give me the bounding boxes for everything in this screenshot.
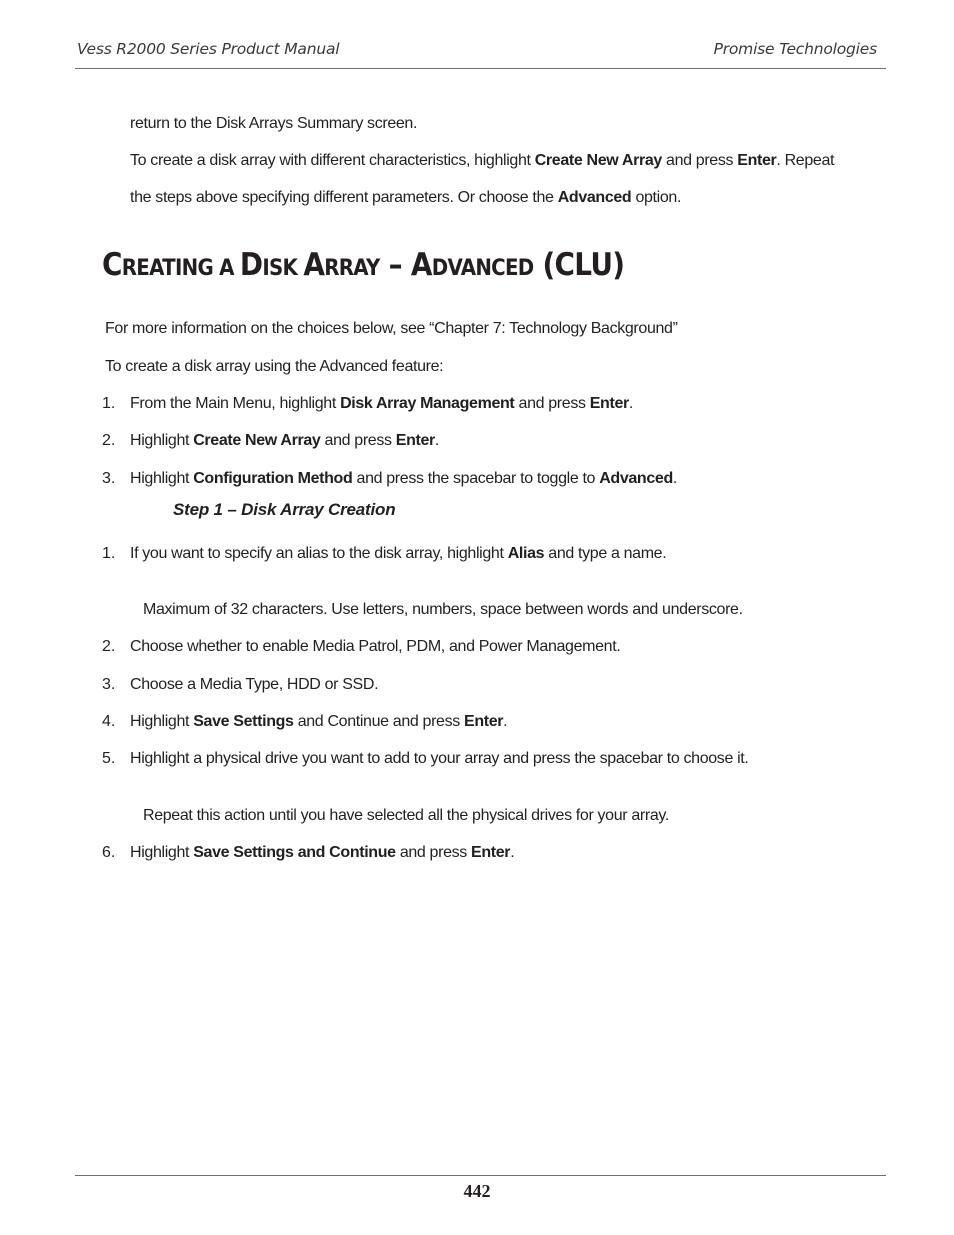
- list-item: Highlight Save Settings and Continue and press Enter.: [130, 713, 508, 730]
- list-item-number: 1.: [102, 395, 116, 412]
- list-item-number: 4.: [102, 713, 116, 730]
- header-rule: [75, 68, 886, 69]
- list-item: Choose whether to enable Media Patrol, PDM, and Power Management.: [130, 638, 621, 655]
- list-item: Highlight Create New Array and press Enter.: [130, 432, 440, 449]
- page-number: 442: [463, 1181, 491, 1201]
- list-item-note: Maximum of 32 characters. Use letters, numbers, space between words and underscore.: [143, 601, 743, 618]
- list-item: Highlight a physical drive you want to add to your array and press the spacebar to choose it.: [130, 750, 749, 767]
- list-item-number: 5.: [102, 750, 116, 767]
- intro-line: return to the Disk Arrays Summary screen.: [130, 115, 418, 132]
- list-item-number: 1.: [102, 545, 116, 562]
- list-item: From the Main Menu, highlight Disk Array Management and press Enter.: [130, 395, 633, 412]
- list-item-number: 2.: [102, 432, 116, 449]
- step-subheading: Step 1 – Disk Array Creation: [173, 500, 396, 519]
- list-item-number: 2.: [102, 638, 116, 655]
- running-header-company: Promise Technologies: [713, 40, 877, 58]
- running-header-title: Vess R2000 Series Product Manual: [77, 40, 340, 58]
- info-reference: For more information on the choices below, see “Chapter 7: Technology Background”: [105, 320, 678, 337]
- list-item: Choose a Media Type, HDD or SSD.: [130, 676, 379, 693]
- list-item: If you want to specify an alias to the disk array, highlight Alias and type a name.: [130, 545, 667, 562]
- intro-paragraph-line-2: the steps above specifying different parameters. Or choose the Advanced option.: [130, 189, 682, 206]
- intro-paragraph-line-1: To create a disk array with different characteristics, highlight Create New Array and press Enter. Repeat: [130, 152, 835, 169]
- footer-rule: [75, 1175, 886, 1176]
- procedure-lead: To create a disk array using the Advanced feature:: [105, 358, 444, 375]
- section-heading: CREATING A DISK ARRAY – ADVANCED (CLU): [102, 247, 625, 283]
- list-item: Highlight Save Settings and Continue and press Enter.: [130, 844, 515, 861]
- list-item-number: 3.: [102, 676, 116, 693]
- list-item: Highlight Configuration Method and press the spacebar to toggle to Advanced.: [130, 470, 677, 487]
- list-item-number: 6.: [102, 844, 116, 861]
- list-item-number: 3.: [102, 470, 116, 487]
- list-item-note: Repeat this action until you have selected all the physical drives for your array.: [143, 807, 669, 824]
